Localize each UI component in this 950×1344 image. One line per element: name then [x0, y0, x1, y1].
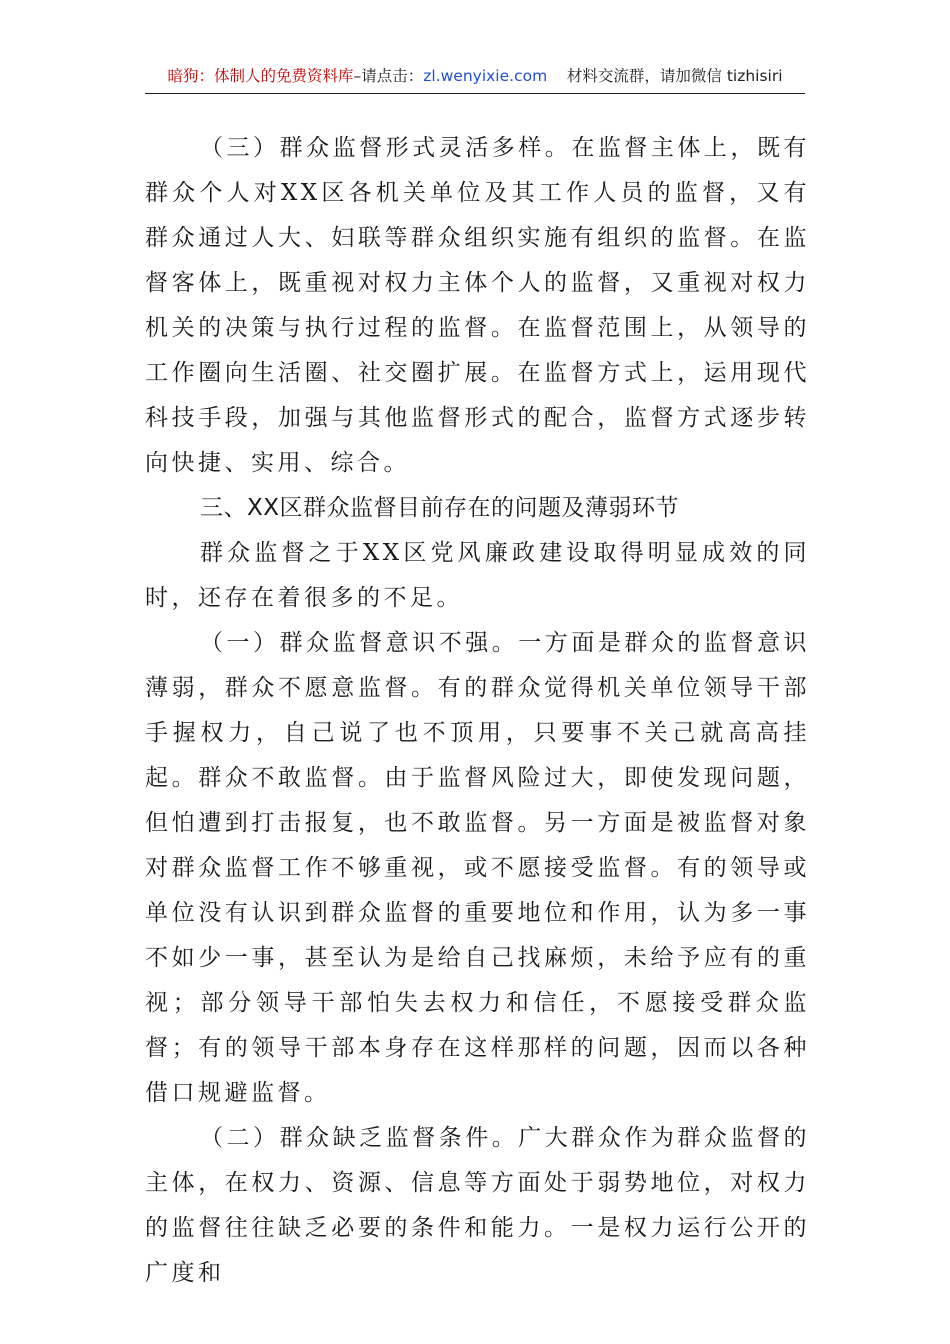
paragraph-supervision-forms: （三）群众监督形式灵活多样。在监督主体上，既有群众个人对XX区各机关单位及其工作人员的监督，又有群众通过人大、妇联等群众组织实施有组织的监督。在监督客体上，既重视对权力主体个人的监督，又重视对权力机关的决策与执行过程的监督。在监督范围上，从领导的工作圈向生活圈、社交圈扩展。在监督方式上，运用现代科技手段，加强与其他监督形式的配合，监督方式逐步转向快捷、实用、综合。 — [145, 135, 810, 476]
header-contact: 材料交流群，请加微信 tizhisiri — [566, 67, 783, 85]
section-heading: 三、XX区群众监督目前存在的问题及薄弱环节 — [200, 495, 680, 521]
paragraph-intro-shortcomings: 群众监督之于XX区党风廉政建设取得明显成效的同时，还存在着很多的不足。 — [145, 540, 810, 611]
paragraph-weak-awareness: （一）群众监督意识不强。一方面是群众的监督意识薄弱，群众不愿意监督。有的群众觉得机关单位领导干部手握权力，自己说了也不顶用，只要事不关己就高高挂起。群众不敢监督。由于监督风险过大，即使发现问题，但怕遭到打击报复，也不敢监督。另一方面是被监督对象对群众监督工作不够重视，或不愿接受监督。有的领导或单位没有认识到群众监督的重要地位和作用，认为多一事不如少一事，甚至认为是给自己找麻烦，未给予应有的重视；部分领导干部怕失去权力和信任，不愿接受群众监督；有的领导干部本身存在这样那样的问题，因而以各种借口规避监督。 — [145, 630, 810, 1106]
paragraph-lack-conditions: （二）群众缺乏监督条件。广大群众作为群众监督的主体，在权力、资源、信息等方面处于弱势地位，对权力的监督往往缺乏必要的条件和能力。一是权力运行公开的广度和 — [145, 1125, 810, 1286]
header-url-link[interactable]: zl.wenyixie.com — [423, 67, 548, 85]
header-spacer — [547, 67, 567, 85]
header-click-label: –请点击： — [353, 67, 424, 85]
page-header — [145, 62, 805, 94]
document-body — [145, 126, 810, 1296]
header-site-name: 暗狗：体制人的免费资料库 — [167, 67, 354, 85]
